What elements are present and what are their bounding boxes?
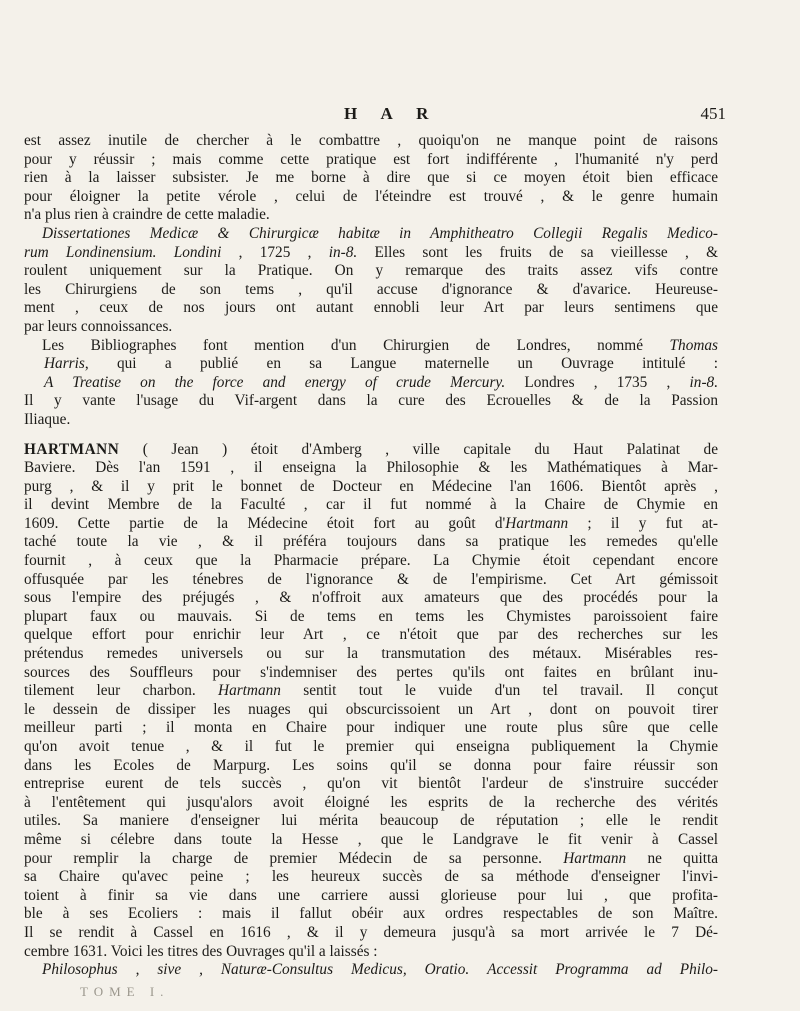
format: in-8. [689,373,719,391]
text-fragment: Elles sont les fruits de sa vieillesse , & [374,243,719,261]
text-line: toient à finir sa vie dans une carriere aussi glorieuse pour lui , que profita- [24,886,718,904]
page-number: 451 [700,104,726,123]
text-fragment: ne quitta [647,849,719,867]
text-line: le dessein de dissiper les nuages qui obscurcissoient un Art , dont on pouvoit tirer [24,700,718,718]
paragraph-bibliographes [24,337,718,430]
text-fragment: ( Jean ) étoit d'Amberg , ville capitale du Haut Palatinat de [142,440,718,458]
text-line: ble à ses Ecoliers : mais il fallut obéir aux ordres respectables de son Maître. [24,905,718,923]
entry-hartmann [24,441,718,980]
text-line: pour éloigner la petite vérole , celui de l'éteindre est trouvé , & le genre humain [24,187,718,205]
text-line: les Chirurgiens de son tems , qu'il accuse d'ignorance & d'avarice. Heureuse- [24,280,718,298]
text-line [24,355,718,374]
text-line: par leurs connoissances. [24,317,173,335]
text-fragment: sentit tout le vuide d'un tel travail. Il conçut [303,682,718,700]
text-line: utiles. Sa maniere d'enseigner lui mérita beaucoup de réputation ; elle le rendit [24,812,718,830]
text-line: offusquée par les ténebres de l'ignorance & de l'empirisme. Cet Art gémissoit [24,570,718,588]
text-line: cembre 1631. Voici les titres des Ouvrages qu'il a laissés : [24,942,378,960]
text-line: sous l'empire des préjugés , & n'offroit aux amateurs que des procédés pour la [24,589,718,607]
entry-separator [24,430,718,441]
text-line [24,244,718,263]
text-line [24,961,718,980]
text-fragment: , Oratio. [402,961,470,979]
text-line: ment , ceux de nos jours ont autant ennobli leur Art par leurs sentimens que [24,299,718,317]
text-fragment: tilement leur charbon. [24,682,196,700]
text-line: rien à la laisser subsister. Je me borne à dire que si ce moyen étoit bien efficace [24,169,718,187]
book-title-cont: rum Londinensium. Londini [24,243,222,261]
text-line: pour y réussir ; mais comme cette pratique est fort indifférente , l'humanité n'y perd [24,150,718,168]
text-line [24,682,718,701]
text-line: quelque effort pour enrichir leur Art , ce n'étoit que par des recherches sur les [24,626,718,644]
person-name: Harris [44,355,85,373]
text-line: n'a plus rien à craindre de cette maladie. [24,206,270,224]
paragraph-dissertationes [24,225,718,337]
text-fragment: Les Bibliographes font mention d'un Chirurgien de Londres, nommé [42,336,643,354]
format: in-8. [328,243,358,261]
text-line: entreprise eurent de tels succès , qu'on vit bientôt l'ardeur de s'instruire succéder [24,775,718,793]
text-line [24,515,718,534]
text-line: sources des Souffleurs pour s'indemniser des pertes qu'ils ont faites en brûlant inu- [24,663,718,681]
book-title: A Treatise on the force and energy of crude Mercury. [44,373,506,391]
book-title: Accessit Programma ad Philo- [487,961,718,979]
book-title: Dissertationes Medicæ & Chirurgicæ habitæ in Amphitheatro Collegii Regalis Medico- [42,224,718,242]
text-fragment: Londres , 1735 , [524,373,671,391]
text-line: plupart faux ou mauvais. Si de tems en tems les Chymistes paroissoient faire [24,607,718,625]
text-fragment: ; il y fut at- [587,514,719,532]
text-line: même si célebre dans toute la Hesse , que le Landgrave le fit venir à Cassel [24,830,718,848]
text-line: Il y vante l'usage du Vif-argent dans la cure des Ecrouelles & de la Passion [24,392,718,410]
text-line [24,337,718,356]
text-line: roulent uniquement sur la Pratique. On y remarque des traits assez vifs contre [24,262,718,280]
running-head: H A R [344,104,439,123]
text-line [24,850,718,869]
text-line: meilleur parti ; il monta en Chaire pour indiquer une route plus sûre que celle [24,719,718,737]
person-name: Hartmann [505,514,569,532]
text-fragment: , qui a publié en sa Langue maternelle un Ouvrage intitulé : [84,355,718,373]
text-line: qu'on avoit tenue , & il fut le premier qui enseigna publiquement la Chymie [24,738,718,755]
signature-mark: TOME I. [80,984,170,999]
text-line [24,441,718,460]
paragraph-continuation [24,132,718,225]
text-line: purg , & il y prit le bonnet de Docteur en Médecine l'an 1606. Bientôt après , [24,477,718,495]
page-body [24,132,718,980]
text-line: dans les Ecoles de Marpurg. Les soins qu'il se donna pour faire réussir son [24,756,718,774]
page-header [24,100,724,128]
text-fragment: 1609. Cette partie de la Médecine étoit fort au goût d' [24,514,506,532]
text-line: sa Chaire qu'avec peine ; les heureux succès de sa méthode d'enseigner l'invi- [24,868,718,886]
text-line: Baviere. Dès l'an 1591 , il enseigna la Philosophie & les Mathématiques à Mar- [24,459,718,477]
person-name: Thomas [669,336,718,354]
text-fragment: pour remplir la charge de premier Médecin de sa personne. [24,849,542,867]
text-line: prétendus remedes universels ou sur la transmutation des métaux. Misérables res- [24,645,718,663]
text-line: à l'entêtement qui jusqu'alors avoit éloigné les esprits de la recherche des vérités [24,793,718,811]
person-name: Hartmann [563,849,627,867]
publication-year: , 1725 , [238,243,312,261]
text-line [24,225,718,244]
text-line: taché toute la vie , & il préféra toujours dans sa pratique les remedes qu'elle [24,533,718,551]
text-line: fournit , à ceux que la Pharmacie prépare. La Chymie étoit cependant encore [24,552,718,570]
text-line: est assez inutile de chercher à le combattre , quoiqu'on ne manque point de raisons [24,132,718,149]
text-line: il devint Membre de la Faculté , car il fut nommé à la Chaire de Chymie en [24,496,718,514]
person-name: Hartmann [218,682,281,700]
text-line [24,374,718,393]
text-line: Iliaque. [24,410,71,428]
text-line: Il se rendit à Cassel en 1616 , & il y demeura jusqu'à sa mort arrivée le 7 Dé- [24,923,718,941]
entry-headword: HARTMANN [24,440,120,458]
book-title: Philosophus , sive , Naturæ-Consultus Medicus [42,961,403,979]
